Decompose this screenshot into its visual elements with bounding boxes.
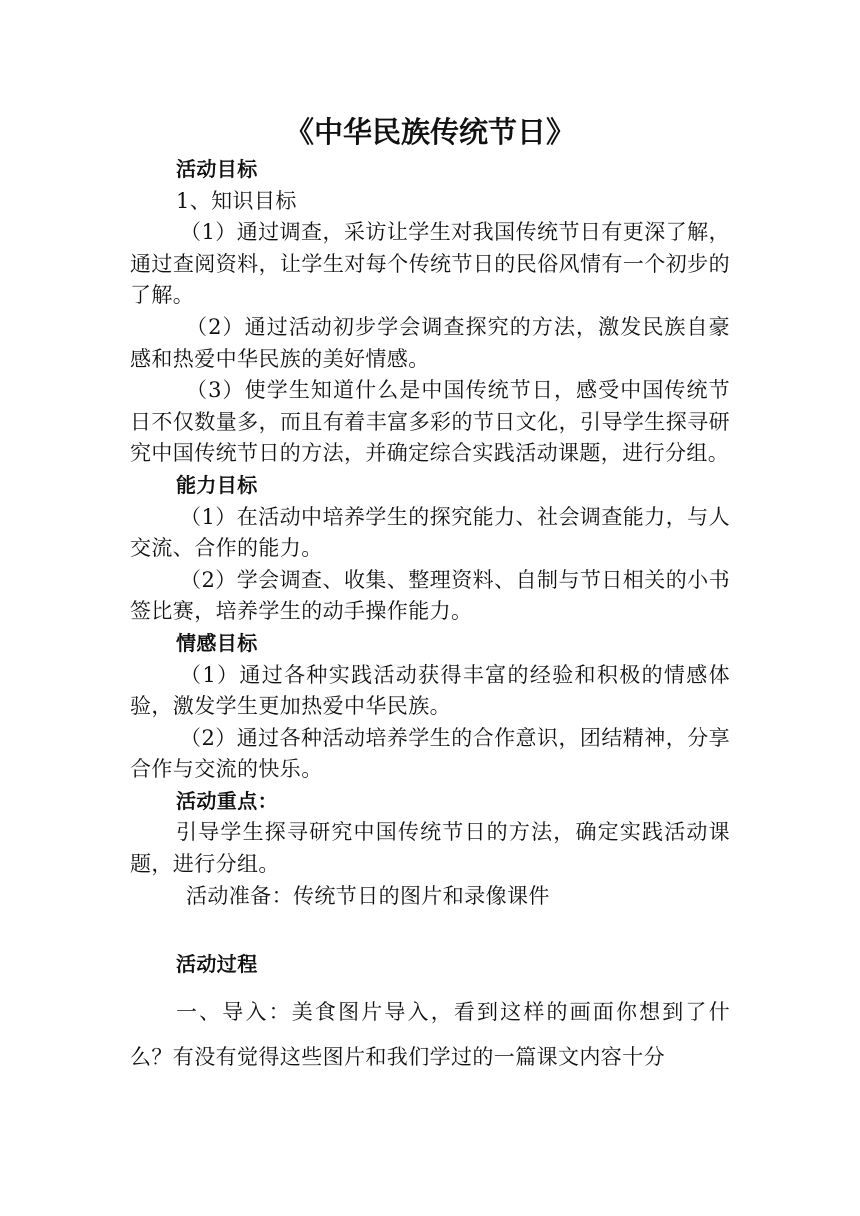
activity-goals-heading: 活动目标 [176, 157, 258, 181]
ability-goals-heading: 能力目标 [176, 472, 258, 497]
intro-text: 一、导入：美食图片导入，看到这样的画面你想到了什么？有没有觉得这些图片和我们学过的一篇课文内容十分 [130, 1000, 730, 1070]
emotion-goals-heading: 情感目标 [176, 630, 258, 655]
preparation-text: 活动准备：传统节日的图片和录像课件 [186, 883, 550, 908]
ability-goal-1: （1）在活动中培养学生的探究能力、社会调查能力，与人交流、合作的能力。 [130, 504, 730, 561]
ability-goal-2: （2）学会调查、收集、整理资料、自制与节日相关的小书签比赛，培养学生的动手操作能力。 [130, 567, 730, 624]
knowledge-goal-2: （2）通过活动初步学会调查探究的方法，激发民族自豪感和热爱中华民族的美好情感。 [130, 314, 730, 371]
paragraph-spacer [130, 912, 730, 944]
knowledge-goals-heading: 1、知识目标 [176, 188, 297, 213]
key-points-heading: 活动重点： [176, 788, 278, 813]
emotion-goal-2: （2）通过各种活动培养学生的合作意识，团结精神，分享合作与交流的快乐。 [130, 725, 730, 782]
document-title: 《中华民族传统节日》 [284, 115, 575, 149]
emotion-goal-1: （1）通过各种实践活动获得丰富的经验和积极的情感体验，激发学生更加热爱中华民族。 [130, 662, 730, 719]
document-body [130, 110, 730, 1080]
knowledge-goal-1: （1）通过调查，采访让学生对我国传统节日有更深了解，通过查阅资料，让学生对每个传统节日的民俗风情有一个初步的了解。 [130, 220, 730, 308]
knowledge-goal-3: （3）使学生知道什么是中国传统节日，感受中国传统节日不仅数量多，而且有着丰富多彩的节日文化，引导学生探寻研究中国传统节日的方法，并确定综合实践活动课题，进行分组。 [130, 378, 730, 466]
process-heading: 活动过程 [176, 952, 258, 977]
key-points-text: 引导学生探寻研究中国传统节日的方法，确定实践活动课题，进行分组。 [130, 820, 730, 877]
